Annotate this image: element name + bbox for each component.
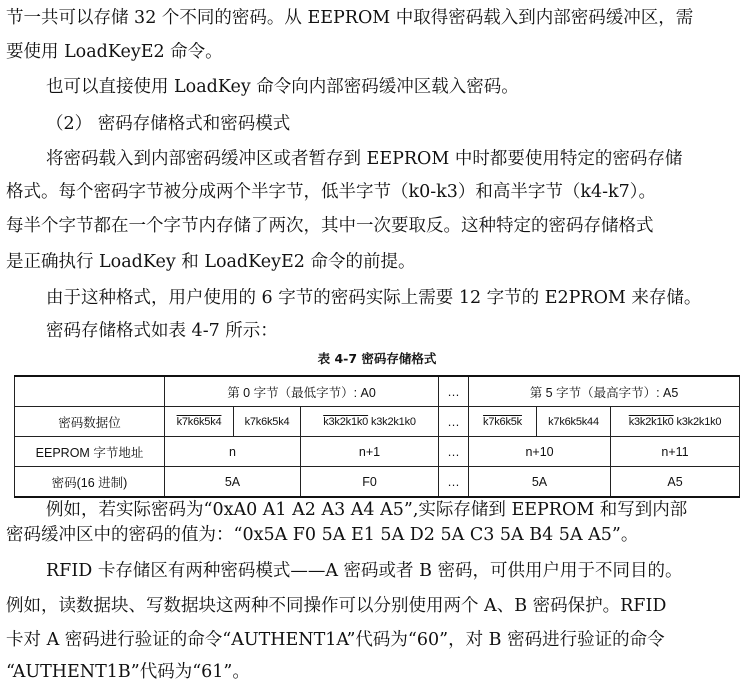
address-cell: n+10 [469,437,611,467]
paragraph-3-line-4: 是正确执行 LoadKey 和 LoadKeyE2 命令的前提。 [6,252,416,272]
bits-cell-pair [301,407,439,437]
paragraph-1-line-1: 节一共可以存储 32 个不同的密码。从 EEPROM 中取得密码载入到内部密码缓冲区，需 [6,8,694,28]
header-byte-5: 第 5 字节（最高字节）: A5 [469,376,740,407]
paragraph-5: 密码存储格式如表 4-7 所示： [46,321,278,341]
paragraph-6-line-2: 密码缓冲区中的密码的值为：“0x5A F0 5A E1 5A D2 5A C3 5A B4 5A A5”。 [6,525,639,545]
row-label-data-bits: 密码数据位 [15,407,165,437]
hex-cell: F0 [301,467,439,498]
paragraph-3-line-2: 格式。每个密码字节被分成两个半字节，低半字节（k0-k3）和高半字节（k4-k7）。 [6,182,657,202]
paragraph-4: 由于这种格式，用户使用的 6 字节的密码实际上需要 12 字节的 E2PROM 来存储。 [46,288,702,308]
hex-cell: A5 [611,467,740,498]
table-row-data-bits [15,407,740,437]
address-cell: n+11 [611,437,740,467]
row-label-hex-value: 密码(16 进制) [15,467,165,498]
bits-cell-pair [611,407,740,437]
address-cell: n+1 [301,437,439,467]
bits-ellipsis: … [439,407,469,437]
table-caption: 表 4-7 密码存储格式 [317,351,437,366]
table-row-eeprom-address [15,437,740,467]
address-ellipsis: … [439,437,469,467]
bits-cell-inverted [469,407,537,437]
bits-value: k7k6k5k4 [176,415,222,428]
table-header-row [15,376,740,407]
bits-cell: k7k6k5k44 [537,407,611,437]
address-cell: n [165,437,301,467]
table-row-hex-value [15,467,740,498]
section-heading: （2） 密码存储格式和密码模式 [46,114,291,134]
bits-value: k3k2k1k0 [676,415,722,428]
paragraph-2: 也可以直接使用 LoadKey 命令向内部密码缓冲区载入密码。 [46,77,519,97]
bits-cell: k7k6k5k4 [234,407,301,437]
bits-value: k3k2k1k0 [323,415,369,428]
paragraph-6-line-1: 例如，若实际密码为“0xA0 A1 A2 A3 A4 A5”,实际存储到 EEPROM 和写到内部 [46,500,688,520]
bits-value: k7k6k5k [483,415,522,428]
header-empty-cell [15,376,165,407]
row-label-eeprom-address: EEPROM 字节地址 [15,437,165,467]
header-byte-0: 第 0 字节（最低字节）: A0 [165,376,439,407]
paragraph-7-line-1: RFID 卡存储区有两种密码模式——A 密码或者 B 密码，可供用户用于不同目的。 [46,561,683,581]
paragraph-7-line-4: “AUTHENT1B”代码为“61”。 [6,662,250,682]
bits-value: k3k2k1k0 [628,415,674,428]
paragraph-1-line-2: 要使用 LoadKeyE2 命令。 [6,42,223,62]
paragraph-3-line-1: 将密码载入到内部密码缓冲区或者暂存到 EEPROM 中时都要使用特定的密码存储 [46,149,683,169]
paragraph-7-line-2: 例如，读数据块、写数据块这两种不同操作可以分别使用两个 A、B 密码保护。RFID [6,596,667,616]
paragraph-3-line-3: 每半个字节都在一个字节内存储了两次，其中一次要取反。这种特定的密码存储格式 [6,216,654,236]
bits-cell-inverted [165,407,234,437]
hex-cell: 5A [165,467,301,498]
hex-cell: 5A [469,467,611,498]
bits-value: k3k2k1k0 [370,415,416,428]
header-ellipsis: … [439,376,469,407]
hex-ellipsis: … [439,467,469,498]
paragraph-7-line-3: 卡对 A 密码进行验证的命令“AUTHENT1A”代码为“60”，对 B 密码进行验证的命令 [6,630,665,650]
password-format-table [14,375,740,498]
